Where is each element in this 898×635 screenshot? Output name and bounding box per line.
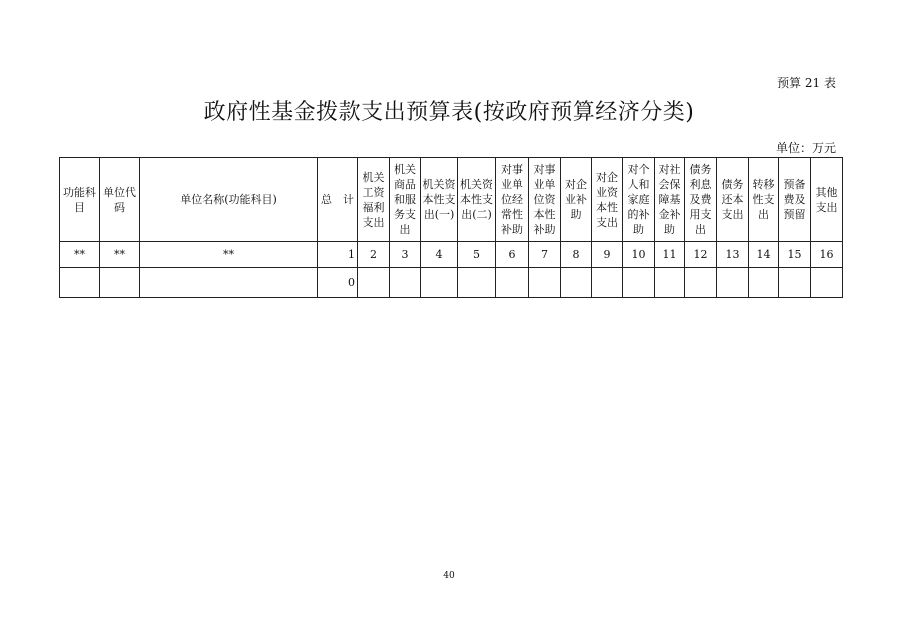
column-header: 对事业单位资本性补助 (529, 158, 561, 242)
column-number: 10 (623, 242, 655, 268)
table-cell (655, 268, 685, 298)
column-header: 机关商品和服务支出 (390, 158, 421, 242)
column-number: 5 (458, 242, 496, 268)
table-cell (623, 268, 655, 298)
column-number: ** (60, 242, 100, 268)
table-row (60, 268, 843, 298)
column-header: 机关工资福利支出 (358, 158, 390, 242)
column-header: 单位名称(功能科目) (140, 158, 318, 242)
column-header: 对企业补助 (561, 158, 592, 242)
column-number: 9 (592, 242, 623, 268)
column-number: 14 (749, 242, 779, 268)
table-cell (717, 268, 749, 298)
column-number: 3 (390, 242, 421, 268)
table-label: 预算 21 表 (777, 76, 836, 90)
column-header: 对事业单位经常性补助 (496, 158, 529, 242)
table-cell (496, 268, 529, 298)
column-number: ** (140, 242, 318, 268)
budget-table (59, 157, 843, 298)
column-number: 6 (496, 242, 529, 268)
column-header: 对企业资本性支出 (592, 158, 623, 242)
table-cell (358, 268, 390, 298)
table-cell (100, 268, 140, 298)
column-header: 债务利息及费用支出 (685, 158, 717, 242)
column-number: 4 (421, 242, 458, 268)
column-header: 其他支出 (811, 158, 843, 242)
table-cell (140, 268, 318, 298)
table-cell (60, 268, 100, 298)
page-number: 40 (443, 571, 455, 581)
column-header: 转移性支出 (749, 158, 779, 242)
table-cell (561, 268, 592, 298)
column-number: 11 (655, 242, 685, 268)
table-cell (779, 268, 811, 298)
column-number: ** (100, 242, 140, 268)
table-cell (390, 268, 421, 298)
table-cell (811, 268, 843, 298)
column-header: 对个人和家庭的补助 (623, 158, 655, 242)
column-header: 单位代码 (100, 158, 140, 242)
column-number: 12 (685, 242, 717, 268)
total-value: 0 (318, 268, 358, 298)
column-number-row (60, 242, 843, 268)
table-cell (458, 268, 496, 298)
table-cell (592, 268, 623, 298)
table-cell (529, 268, 561, 298)
column-number: 13 (717, 242, 749, 268)
column-header: 对社会保障基金补助 (655, 158, 685, 242)
column-header: 总 计 (318, 158, 358, 242)
column-number: 15 (779, 242, 811, 268)
column-header: 机关资本性支出(二) (458, 158, 496, 242)
column-number: 2 (358, 242, 390, 268)
column-header: 债务还本支出 (717, 158, 749, 242)
header-row (60, 158, 843, 242)
column-header: 机关资本性支出(一) (421, 158, 458, 242)
column-header: 预备费及预留 (779, 158, 811, 242)
column-number: 8 (561, 242, 592, 268)
unit-label: 单位：万元 (775, 141, 836, 155)
column-number: 1 (318, 242, 358, 268)
column-header: 功能科目 (60, 158, 100, 242)
column-number: 7 (529, 242, 561, 268)
table-cell (421, 268, 458, 298)
column-number: 16 (811, 242, 843, 268)
page-title: 政府性基金拨款支出预算表(按政府预算经济分类) (203, 100, 695, 125)
table-cell (749, 268, 779, 298)
table-cell (685, 268, 717, 298)
